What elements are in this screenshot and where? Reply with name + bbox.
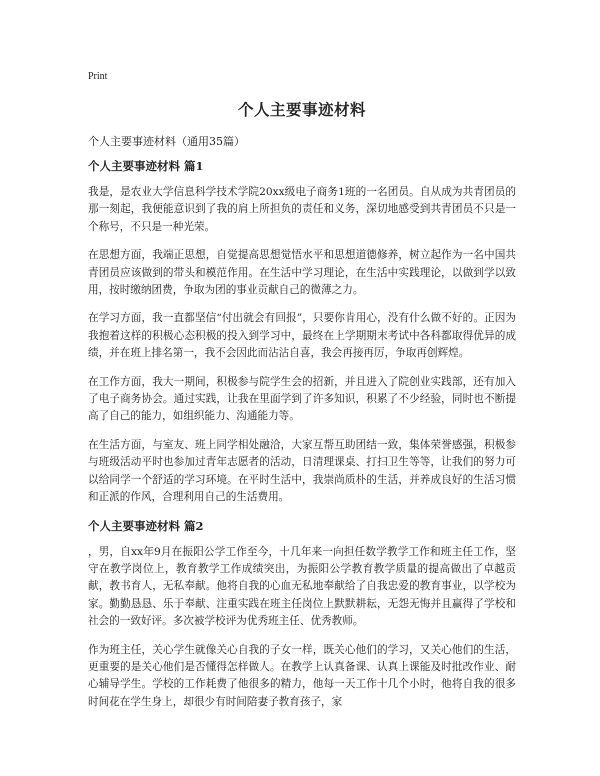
paragraph: 在学习方面，我一直都坚信“付出就会有回报”，只要你肯用心，没有什么做不好的。正因为我抱着这样的积极心态积极的投入到学习中，最终在上学期期末考试中各科都取得优异的成绩，并在班上排名第一，我不会因此而沾沾自喜，我会再接再厉，争取再创辉煌。	[88, 312, 516, 360]
paragraph: 作为班主任，关心学生就像关心自我的子女一样，既关心他们的学习，又关心他们的生活，更重要的是关心他们是否懂得怎样做人。在教学上认真备课、认真上课能及时批改作业、耐心辅导学生。学校的工作耗费了他很多的精力，他每一天工作十几个小时，他将自我的很多时间花在学生身上，却很少有时间陪妻子教育孩子，家	[88, 643, 516, 708]
paragraph: 在思想方面，我端正思想，自觉提高思想觉悟水平和思想道德修养，树立起作为一名中国共青团员应该做到的带头和模范作用。在生活中学习理论，在生活中实践理论，以做到学以致用，按时缴纳团费，争取为团的事业贡献自己的微薄之力。	[88, 249, 516, 297]
document-title: 个人主要事迹材料	[237, 100, 366, 119]
paragraph: 在生活方面，与室友、班上同学相处融洽，大家互帮互助团结一致，集体荣誉感强，积极参与班级活动平时也参加过青年志愿者的活动，日清理课桌、打扫卫生等等，让我们的努力可以给同学一个舒适的学习环境。在平时生活中，我崇尚质朴的生活，并养成良好的生活习惯和正派的作风，合理利用自己的生活费用。	[88, 438, 516, 504]
section-heading: 个人主要事迹材料 篇1	[88, 159, 204, 173]
paragraph: ，男，自xx年9月在振阳公学工作至今，十几年来一向担任数学教学工作和班主任工作，坚守在教学岗位上，教育教学工作成绩突出，为振阳公学教育教学质量的提高做出了卓越贡献，教书育人，无私奉献。他将自我的心血无私地奉献给了自我忠爱的教育事业，以学校为家。勤勤恳恳、乐于奉献、注重实践在班主任岗位上默默耕耘，无怨无悔并且赢得了学校和社会的一致好评。多次被学校评为优秀班主任、优秀教师。	[88, 545, 516, 628]
section-1	[88, 158, 516, 507]
print-label[interactable]: Print	[88, 71, 108, 82]
document-content	[88, 158, 516, 722]
paragraph: 我是，是农业大学信息科学技术学院20xx级电子商务1班的一名团员。自从成为共青团员的那一刻起，我便能意识到了我的肩上所担负的责任和义务，深切地感受到共青团员不只是一个称号，不只是一种光荣。	[88, 186, 516, 233]
paragraph: 在工作方面，我大一期间，积极参与院学生会的招新，并且进入了院创业实践部，还有加入了电子商务协会。通过实践，让我在里面学到了许多知识，积累了不少经验，同时也不断提高了自己的能力，如组织能力、沟通能力等。	[88, 375, 516, 423]
document-subtitle: 个人主要事迹材料（通用35篇）	[88, 135, 245, 148]
document-page	[88, 0, 516, 776]
section-heading: 个人主要事迹材料 篇2	[88, 518, 204, 533]
section-2	[88, 518, 516, 712]
